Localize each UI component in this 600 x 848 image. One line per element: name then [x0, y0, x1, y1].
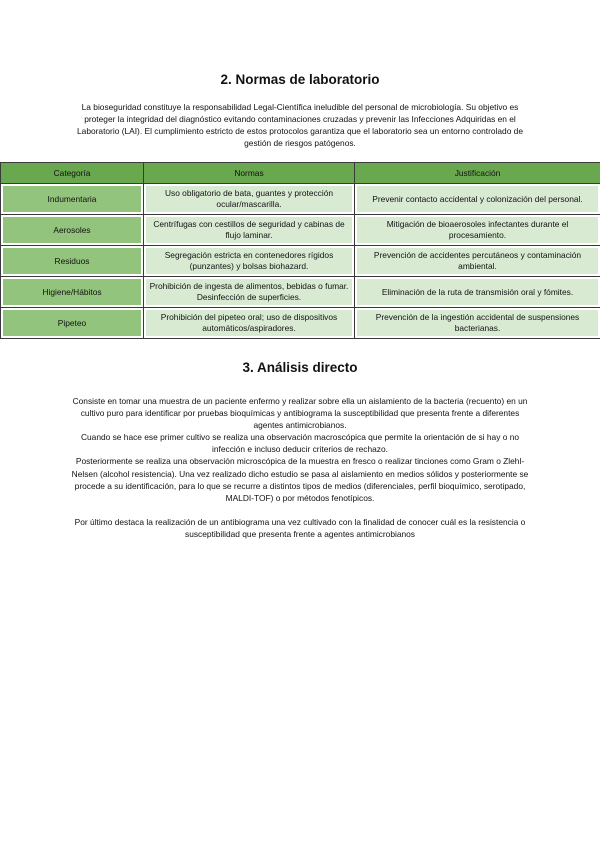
- category-cell: Indumentaria: [1, 184, 144, 215]
- analysis-paragraph: Cuando se hace ese primer cultivo se realiza una observación macroscópica que permite la orientación de si hay o no infección e incluso deducir criterios de rechazo.: [80, 432, 520, 455]
- table-row: [1, 277, 600, 308]
- analysis-paragraph: Consiste en tomar una muestra de un paciente enfermo y realizar sobre ella un aislamiento de la bacteria (recuento) en un cultivo puro para identificar por pruebas bioquímicas y antibiograma la susceptibilidad que presenta frente a diferentes agentes antimicrobianos.: [72, 396, 528, 431]
- justification-cell: Eliminación de la ruta de transmisión oral y fómites.: [355, 277, 600, 308]
- justification-cell: Prevención de accidentes percutáneos y contaminación ambiental.: [355, 246, 600, 277]
- header-justificacion: Justificación: [355, 163, 600, 184]
- section-title-analisis: 3. Análisis directo: [242, 360, 358, 375]
- norms-cell: Prohibición del pipeteo oral; uso de dispositivos automáticos/aspiradores.: [144, 308, 355, 339]
- table-row: [1, 246, 600, 277]
- norms-cell: Centrífugas con cestillos de seguridad y cabinas de flujo laminar.: [144, 215, 355, 246]
- norms-cell: Prohibición de ingesta de alimentos, bebidas o fumar. Desinfección de superficies.: [144, 277, 355, 308]
- norms-table: [0, 162, 600, 339]
- justification-cell: Prevención de la ingestión accidental de suspensiones bacterianas.: [355, 308, 600, 339]
- analysis-text: [65, 395, 535, 540]
- norms-cell: Uso obligatorio de bata, guantes y protección ocular/mascarilla.: [144, 184, 355, 215]
- intro-paragraph: La bioseguridad constituye la responsabilidad Legal-Científica ineludible del personal de microbiología. Su objetivo es proteger la integridad del diagnóstico evitando contaminaciones cruzadas y prevenir las Infecciones Adquiridas en el Laboratorio (LAI). El cumplimiento estricto de estos protocolos garantiza que el laboratorio sea un entorno controlado de gestión de riesgos patógenos.: [77, 102, 523, 148]
- norms-cell: Segregación estricta en contenedores rígidos (punzantes) y bolsas biohazard.: [144, 246, 355, 277]
- header-normas: Normas: [144, 163, 355, 184]
- category-cell: Pipeteo: [1, 308, 144, 339]
- table-row: [1, 308, 600, 339]
- table-row: [1, 215, 600, 246]
- table-header-row: [1, 163, 600, 184]
- analysis-paragraph: Posteriormente se realiza una observación microscópica de la muestra en fresco o realizar tinciones como Gram o Zlehl-Nelsen (alcohol resistencia). Una vez realizado dicho estudio se pasa al aislamiento en medios sólidos y posteriormente se procede a su identificación, para lo que se recurre a distintos tipos de medios (diferenciales, perfil bioquímico, serotipado, MALDI-TOF) o por métodos fenotípicos.: [71, 456, 529, 503]
- section-title-normas: 2. Normas de laboratorio: [220, 72, 380, 87]
- justification-cell: Mitigación de bioaerosoles infectantes durante el procesamiento.: [355, 215, 600, 246]
- category-cell: Aerosoles: [1, 215, 144, 246]
- analysis-paragraph: Por último destaca la realización de un antibiograma una vez cultivado con la finalidad de conocer cuál es la resistencia o susceptibilidad que presenta frente a agentes antimicrobianos: [74, 516, 526, 539]
- header-categoria: Categoría: [1, 163, 144, 184]
- table-row: [1, 184, 600, 215]
- category-cell: Residuos: [1, 246, 144, 277]
- justification-cell: Prevenir contacto accidental y colonización del personal.: [355, 184, 600, 215]
- category-cell: Higiene/Hábitos: [1, 277, 144, 308]
